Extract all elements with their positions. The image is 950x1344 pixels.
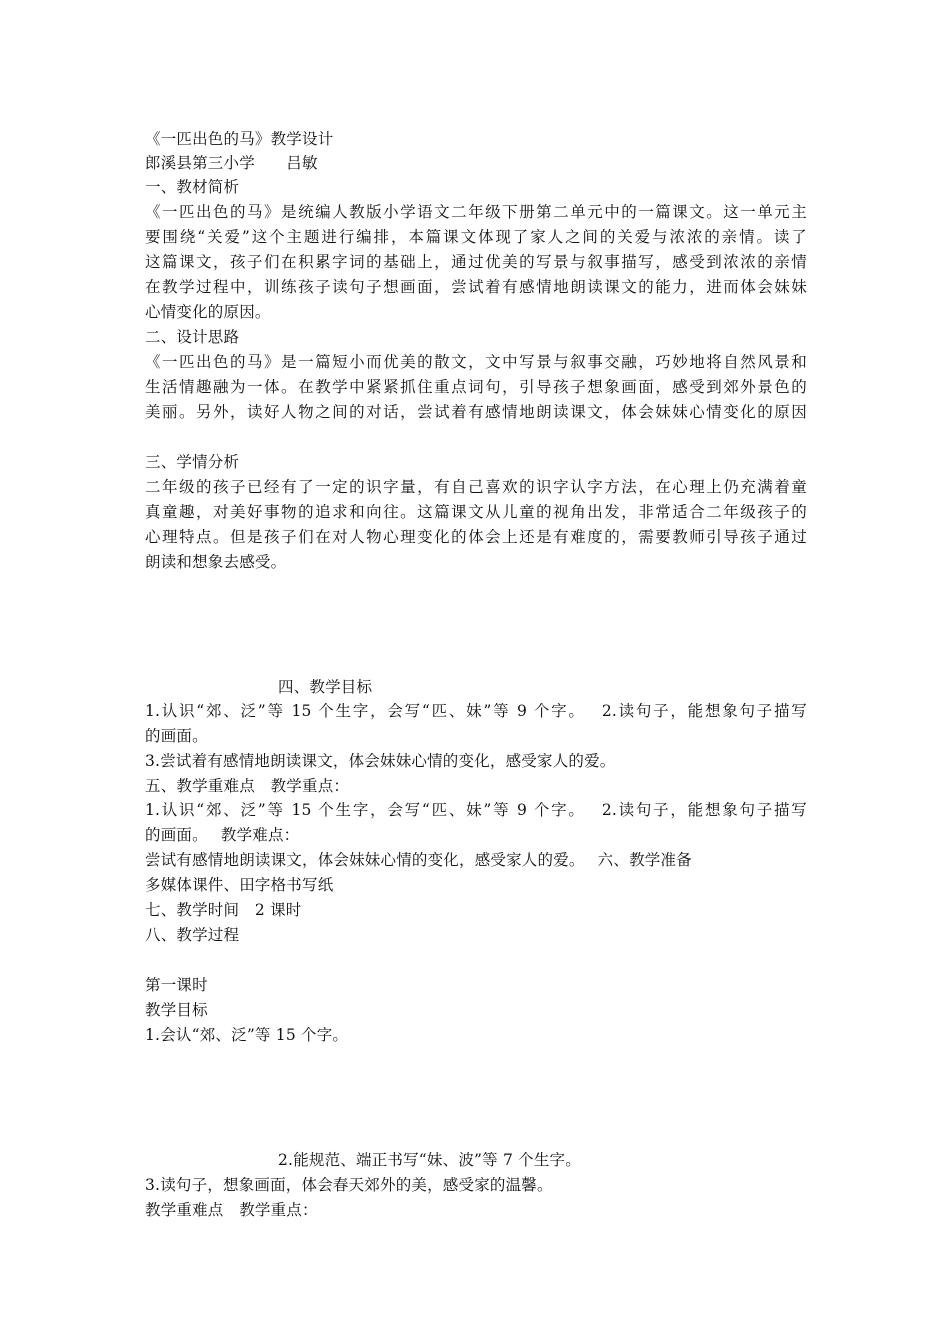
paragraph-line: 心情变化的原因。	[145, 303, 271, 321]
paragraph-line: 3.读句子，想象画面，体会春天郊外的美，感受家的温馨。	[145, 1176, 553, 1194]
section-heading: 一、教材简析	[145, 178, 240, 196]
paragraph-line: 的画面。 教学难点：	[145, 826, 300, 844]
section-heading: 五、教学重难点 教学重点：	[145, 777, 350, 795]
paragraph-line: 尝试有感情地朗读课文，体会妹妹心情的变化，感受家人的爱。 六、教学准备	[145, 851, 692, 869]
paragraph-line: 1.认识“郊、泛”等 15 个生字，会写“匹、妹”等 9 个字。 2.读句子，能想象句子描写	[145, 702, 807, 720]
paragraph-line: 朗读和想象去感受。	[145, 553, 287, 571]
paragraph-line: 要围绕“关爱”这个主题进行编排，本篇课文体现了家人之间的关爱与浓浓的亲情。读了	[145, 228, 807, 246]
subsection-heading: 教学目标	[145, 1001, 208, 1019]
paragraph-line: 的画面。	[145, 727, 208, 745]
paragraph-line: 《一匹出色的马》是统编人教版小学语文二年级下册第二单元中的一篇课文。这一单元主	[145, 203, 807, 221]
author-line: 郎溪县第三小学 吕敏	[145, 154, 318, 172]
paragraph-line: 真童趣，对美好事物的追求和向往。这篇课文从儿童的视角出发，非常适合二年级孩子的	[145, 503, 807, 521]
section-heading: 七、教学时间 2 课时	[145, 901, 302, 919]
paragraph-line: 美丽。另外，读好人物之间的对话，尝试着有感情地朗读课文，体会妹妹心情变化的原因	[145, 403, 807, 421]
paragraph-line: 生活情趣融为一体。在教学中紧紧抓住重点词句，引导孩子想象画面，感受到郊外景色的	[145, 378, 807, 396]
lesson-heading: 第一课时	[145, 976, 208, 994]
paragraph-line: 在教学过程中，训练孩子读句子想画面，尝试着有感情地朗读课文的能力，进而体会妹妹	[145, 278, 807, 296]
section-heading: 四、教学目标	[278, 678, 373, 696]
paragraph-line: 多媒体课件、田字格书写纸	[145, 876, 334, 894]
paragraph-line: 1.会认“郊、泛”等 15 个字。	[145, 1026, 349, 1044]
paragraph-line: 心理特点。但是孩子们在对人物心理变化的体会上还是有难度的，需要教师引导孩子通过	[145, 528, 807, 546]
paragraph-line: 这篇课文，孩子们在积累字词的基础上，通过优美的写景与叙事描写，感受到浓浓的亲情	[145, 253, 807, 271]
document-title: 《一匹出色的马》教学设计	[145, 130, 334, 148]
paragraph-line: 1.认识“郊、泛”等 15 个生字，会写“匹、妹”等 9 个字。 2.读句子，能想象句子描写	[145, 801, 807, 819]
paragraph-line: 3.尝试着有感情地朗读课文，体会妹妹心情的变化，感受家人的爱。	[145, 752, 616, 770]
section-heading: 二、设计思路	[145, 328, 240, 346]
paragraph-line: 2.能规范、端正书写“妹、波”等 7 个生字。	[278, 1151, 581, 1169]
section-heading: 三、学情分析	[145, 453, 240, 471]
paragraph-line: 《一匹出色的马》是一篇短小而优美的散文，文中写景与叙事交融，巧妙地将自然风景和	[145, 353, 807, 371]
section-heading: 八、教学过程	[145, 926, 240, 944]
subsection-heading: 教学重难点 教学重点：	[145, 1201, 318, 1219]
paragraph-line: 二年级的孩子已经有了一定的识字量，有自己喜欢的识字认字方法，在心理上仍充满着童	[145, 478, 807, 496]
